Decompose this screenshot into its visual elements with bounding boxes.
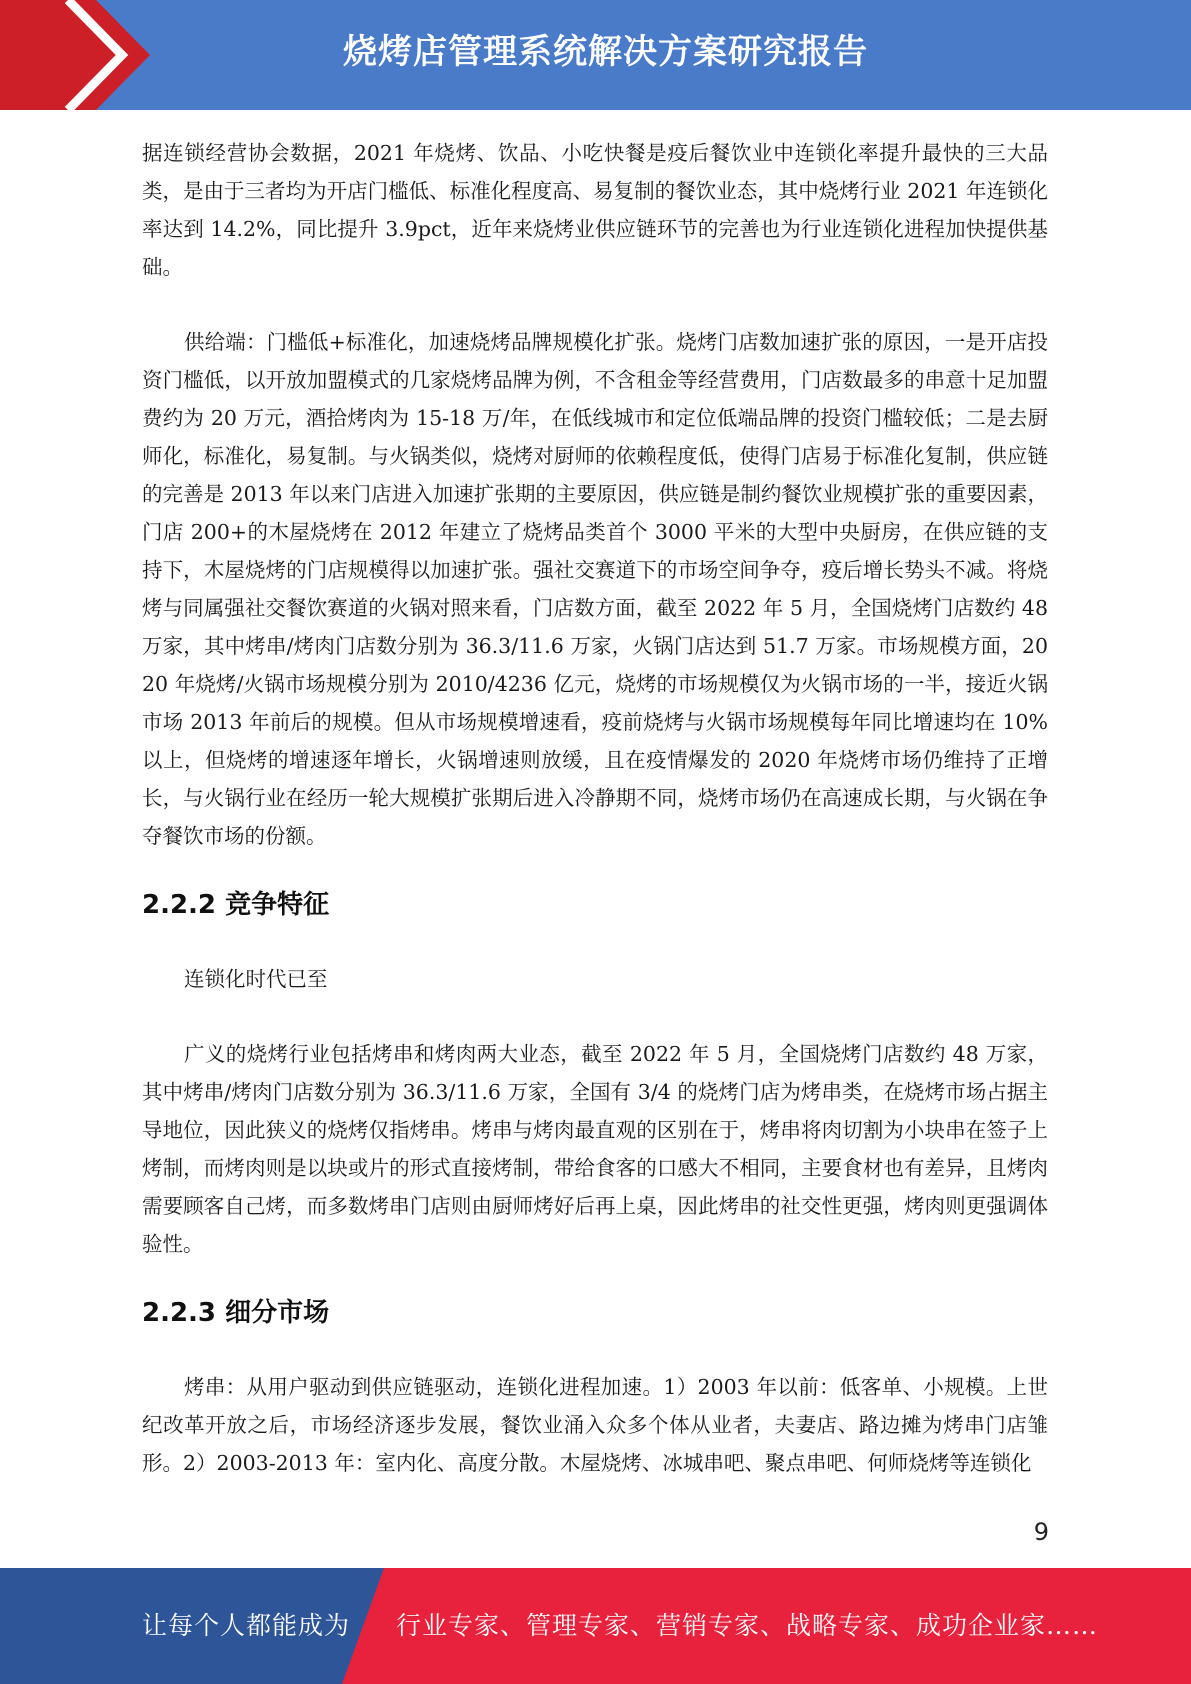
subheading: 连锁化时代已至: [184, 967, 328, 991]
page-footer: [0, 1568, 1191, 1684]
section-heading: 2.2.2 竞争特征: [142, 890, 330, 920]
footer-slogan-left: 让每个人都能成为: [142, 1611, 351, 1640]
document-body: [142, 134, 1048, 1482]
section-heading: 2.2.3 细分市场: [142, 1298, 330, 1328]
paragraph: 广义的烧烤行业包括烤串和烤肉两大业态，截至 2022 年 5 月，全国烧烤门店数约 48 万家，其中烤串/烤肉门店数分别为 36.3/11.6 万家，全国有 3/4 的烧烤门店为烤串类，在烧烤市场占据主导地位，因此狭义的烧烤仅指烤串。烤串与烤肉最直观的区别在于，烤串将肉切割为小块串在签子上烤制，而烤肉则是以块或片的形式直接烤制，带给食客的口感大不相同，主要食材也有差异，且烤肉需要顾客自己烤，而多数烤串门店则由厨师烤好后再上桌，因此烤串的社交性更强，烤肉则更强调体验性。: [142, 1042, 1048, 1256]
footer-slogan-right: 行业专家、管理专家、营销专家、战略专家、成功企业家……: [396, 1611, 1099, 1640]
paragraph: 烤串：从用户驱动到供应链驱动，连锁化进程加速。1）2003 年以前：低客单、小规模。上世纪改革开放之后，市场经济逐步发展，餐饮业涌入众多个体从业者，夫妻店、路边摊为烤串门店雏形。2）2003-2013 年：室内化、高度分散。木屋烧烤、冰城串吧、聚点串吧、何师烧烤等连锁化: [142, 1375, 1048, 1475]
page-number: 9: [1033, 1518, 1049, 1546]
page-header: [0, 0, 1191, 110]
paragraph: 供给端：门槛低+标准化，加速烧烤品牌规模化扩张。烧烤门店数加速扩张的原因，一是开店投资门槛低，以开放加盟模式的几家烧烤品牌为例，不含租金等经营费用，门店数最多的串意十足加盟费约为 20 万元，酒拾烤肉为 15-18 万/年，在低线城市和定位低端品牌的投资门槛较低；二是去厨师化，标准化，易复制。与火锅类似，烧烤对厨师的依赖程度低，使得门店易于标准化复制，供应链的完善是 2013 年以来门店进入加速扩张期的主要原因，供应链是制约餐饮业规模扩张的重要因素，门店 200+的木屋烧烤在 2012 年建立了烧烤品类首个 3000 平米的大型中央厨房，在供应链的支持下，木屋烧烤的门店规模得以加速扩张。强社交赛道下的市场空间争夺，疫后增长势头不减。将烧烤与同属强社交餐饮赛道的火锅对照来看，门店数方面，截至 2022 年 5 月，全国烧烤门店数约 48 万家，其中烤串/烤肉门店数分别为 36.3/11.6 万家，火锅门店达到 51.7 万家。市场规模方面，2020 年烧烤/火锅市场规模分别为 2010/4236 亿元，烧烤的市场规模仅为火锅市场的一半，接近火锅市场 2013 年前后的规模。但从市场规模增速看，疫前烧烤与火锅市场规模每年同比增速均在 10%以上，但烧烤的增速逐年增长，火锅增速则放缓，且在疫情爆发的 2020 年烧烤市场仍维持了正增长，与火锅行业在经历一轮大规模扩张期后进入冷静期不同，烧烤市场仍在高速成长期，与火锅在争夺餐饮市场的份额。: [142, 330, 1048, 848]
paragraph: 据连锁经营协会数据，2021 年烧烤、饮品、小吃快餐是疫后餐饮业中连锁化率提升最快的三大品类，是由于三者均为开店门槛低、标准化程度高、易复制的餐饮业态，其中烧烤行业 2021 年连锁化率达到 14.2%，同比提升 3.9pct，近年来烧烤业供应链环节的完善也为行业连锁化进程加快提供基础。: [142, 141, 1048, 279]
document-title: 烧烤店管理系统解决方案研究报告: [343, 32, 868, 72]
